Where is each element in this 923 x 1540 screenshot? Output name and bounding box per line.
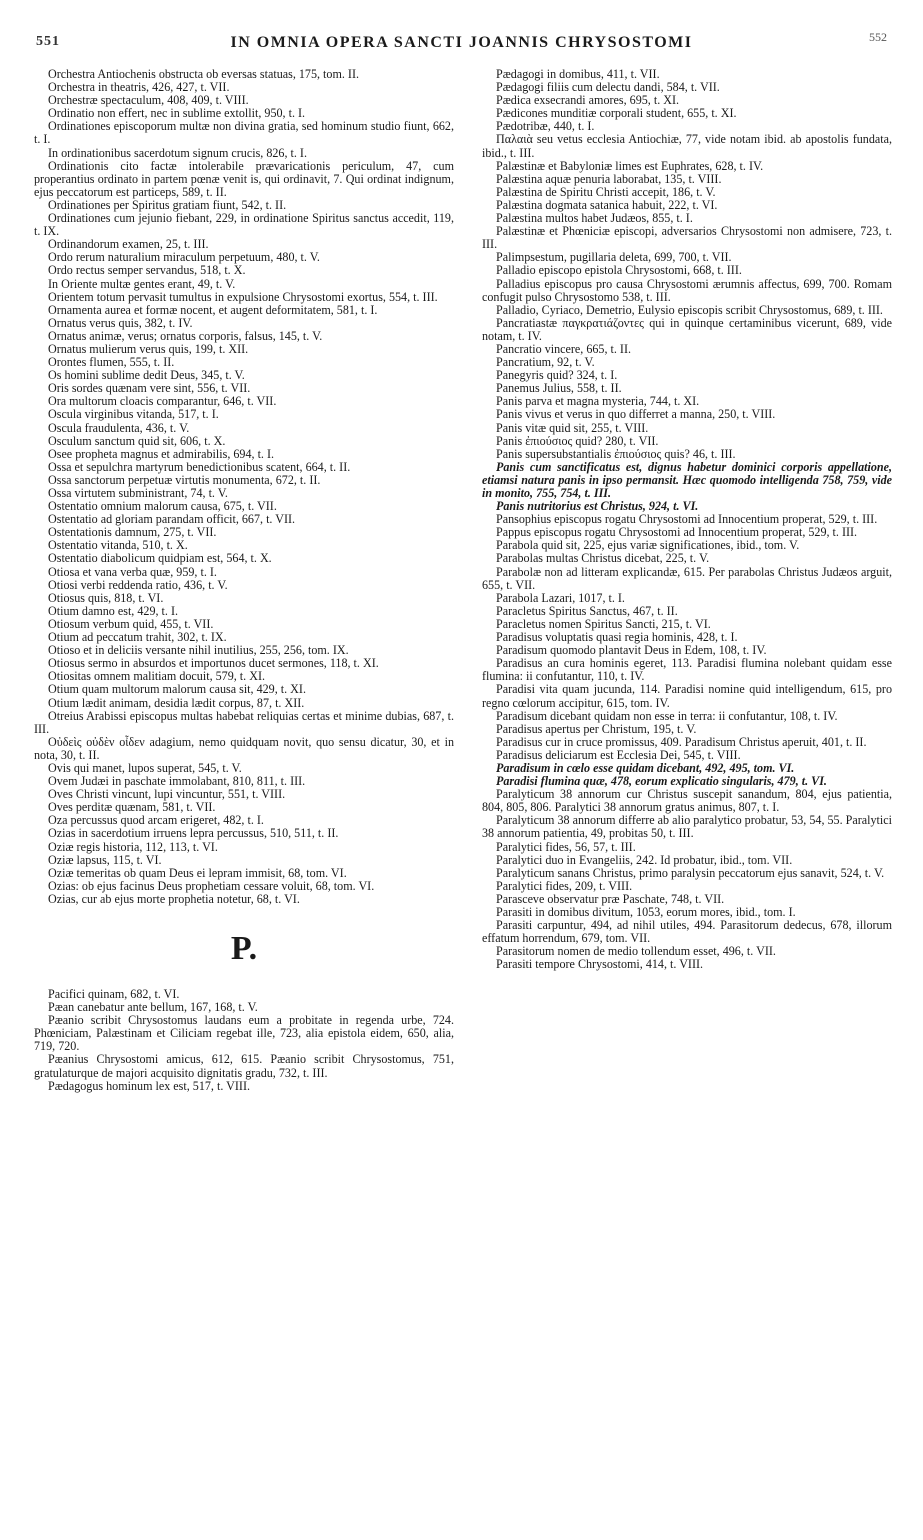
index-entry: Ornatus verus quis, 382, t. IV. [48,315,193,330]
index-entry: Ornamenta aurea et formæ nocent, et augent deformitatem, 581, t. I. [48,302,378,317]
index-entry: Pædica exsecrandi amores, 695, t. XI. [496,93,680,108]
index-entry: Pancratiastæ παγκρατιάζοντες qui in quinque certaminibus vicerunt, 689, vide notam, t. IV. [482,315,892,343]
index-entry: Otiosum verbum quid, 455, t. VII. [48,616,214,631]
index-entry: Paralyticum 38 annorum differre ab alio paralytico probatur, 53, 54, 55. Paralytici 38 annorum patientia, 49, probitas 50, t. III. [482,813,892,841]
index-entry: Pacifici quinam, 682, t. VI. [48,987,180,1001]
index-entry: Paradisus cur in cruce promissus, 409. Paradisum Christus aperuit, 401, t. II. [496,734,867,749]
index-entry: Otiositas omnem malitiam docuit, 579, t. XI. [48,669,265,684]
page-number: 551 [36,34,60,49]
index-entry: Pæan canebatur ante bellum, 167, 168, t. V. [48,1000,258,1015]
index-entry: Paradisus deliciarum est Ecclesia Dei, 545, t. VIII. [496,747,741,762]
index-entry: Paralyticum 38 annorum cur Christus suscepit sanandum, 804, ejus patientia, 804, 805, 806. Paralytici 38 annorum gratus animus, 807, t. I. [482,787,892,815]
index-entry: Pappus episcopus rogatu Chrysostomi ad Innocentium properat, 529, t. III. [496,525,858,540]
index-entry: Paradisi flumina quæ, 478, eorum explicatio singularis, 479, t. VI. [496,774,827,789]
index-entry: Ordinatio non effert, nec in sublime extollit, 950, t. I. [48,106,306,121]
index-entry: Osee propheta magnus et admirabilis, 694, t. I. [48,446,275,461]
index-entry: Orchestra in theatris, 426, 427, t. VII. [48,80,230,95]
index-entry: Ozias, cur ab ejus morte prophetia notetur, 68, t. VI. [48,891,300,906]
index-entry: Otiosus quis, 818, t. VI. [48,590,164,605]
index-entry: Paralytici fides, 56, 57, t. III. [496,839,636,854]
index-entry: In Oriente multæ gentes erant, 49, t. V. [48,276,236,291]
index-entry: Orientem totum pervasit tumultus in expulsione Chrysostomi exortus, 554, t. III. [48,289,438,304]
index-entry: Palæstina aquæ penuria laborabat, 135, t. VIII. [496,171,722,186]
index-entry: Palæstinæ et Phœniciæ episcopi, adversarios Chrysostomi non admisere, 723, t. III. [482,224,892,252]
index-entry: Palladio, Cyriaco, Demetrio, Eulysio episcopis scribit Chrysostomus, 689, t. III. [496,302,883,317]
index-entry: Os homini sublime dedit Deus, 345, t. V. [48,368,245,383]
index-entry: Palæstinæ et Babyloniæ limes est Euphrates, 628, t. IV. [496,158,764,173]
running-head: IN OMNIA OPERA SANCTI JOANNIS CHRYSOSTOMI [230,34,693,51]
index-entry: Paradisus apertus per Christum, 195, t. V. [496,721,697,736]
index-entry: Panis vivus et verus in quo differret a manna, 250, t. VIII. [496,407,776,422]
index-entry: Ozias in sacerdotium irruens lepra percussus, 510, 511, t. II. [48,826,339,841]
index-entry: Ossa virtutem subministrant, 74, t. V. [48,486,228,500]
index-entry: Paralytici fides, 209, t. VIII. [496,878,633,893]
index-entry: Parabola quid sit, 225, ejus variæ significationes, ibid., tom. V. [496,538,800,553]
index-entry: Oscula fraudulenta, 436, t. V. [48,420,190,435]
index-entry: Panis parva et magna mysteria, 744, t. XI. [496,394,700,409]
index-entry: Palæstina dogmata satanica habuit, 222, t. VI. [496,197,718,212]
index-entry: Parabolæ non ad litteram explicandæ, 615. Per parabolas Christus Judæos arguit, 655, t. VII. [482,564,892,592]
index-entry: In ordinationibus sacerdotum signum crucis, 826, t. I. [48,145,307,160]
index-entry: Paradisum dicebant quidam non esse in terra: ii confutantur, 108, t. IV. [496,708,838,723]
index-entry: Panis vitæ quid sit, 255, t. VIII. [496,420,649,435]
right-column [482,68,892,971]
index-entry: Ordo rerum naturalium miraculum perpetuum, 480, t. V. [48,250,320,265]
index-entry: Oza percussus quod arcam erigeret, 482, t. I. [48,813,264,828]
index-entry: Palladio episcopo epistola Chrysostomi, 668, t. III. [496,263,742,278]
index-entry: Orchestræ spectaculum, 408, 409, t. VIII. [48,93,249,108]
index-entry: Ovis qui manet, lupos superat, 545, t. V. [48,760,242,775]
index-entry: Parasitorum nomen de medio tollendum esset, 496, t. VII. [496,944,776,959]
index-entry: Otium quam multorum malorum causa sit, 429, t. XI. [48,682,306,697]
index-entry: Ovem Judæi in paschate immolabant, 810, 811, t. III. [48,774,306,789]
index-entry: Pædagogi in domibus, 411, t. VII. [496,67,660,81]
page-number-right: 552 [869,30,887,44]
index-entry: Ordinationis cito factæ intolerabile prævaricationis periculum, 47, cum properantius ordinato in partem pœnæ venit is, qui ordinavit, 7. Qui ordinat indignum, ejus peccatorum est particeps, 589, t. II. [34,158,454,199]
index-entry: Ostentatio omnium malorum causa, 675, t. VII. [48,499,277,514]
index-entry: Palæstina multos habet Judæos, 855, t. I. [496,211,693,226]
index-entry: Παλαιὰ seu vetus ecclesia Antiochiæ, 77, vide notam ibid. ab apostolis fundata, ibid., t. III. [482,132,892,160]
right-entries [482,68,892,971]
index-entry: Parasiti carpuntur, 494, ad nihil utiles, 494. Parasitorum dedecus, 678, illorum effatum horrendum, 679, tom. VII. [482,918,892,946]
index-entry: Otiosi verbi reddenda ratio, 436, t. V. [48,577,228,592]
index-entry: Pædagogi filiis cum delectu dandi, 584, t. VII. [496,80,720,95]
index-entry: Pæanius Chrysostomi amicus, 612, 615. Pæanio scribit Chrysostomus, 751, gratulaturque de majori acquisito dignitatis gradu, 732, t. III. [34,1052,454,1080]
index-entry: Otium ad peccatum trahit, 302, t. IX. [48,630,227,645]
index-entry: Pancratio vincere, 665, t. II. [496,341,631,356]
index-entry: Ornatus animæ, verus; ornatus corporis, falsus, 145, t. V. [48,328,323,343]
index-entry: Paradisum in cœlo esse quidam dicebant, 492, 495, tom. VI. [496,760,795,775]
index-entry: Parasiti in domibus divitum, 1053, eorum mores, ibid., tom. I. [496,905,796,919]
index-entry: Ordinandorum examen, 25, t. III. [48,237,209,252]
index-entry: Oris sordes quænam vere sint, 556, t. VII. [48,381,251,396]
index-entry: Ossa sanctorum perpetuæ virtutis monumenta, 672, t. II. [48,472,321,487]
index-entry: Ornatus mulierum verus quis, 199, t. XII. [48,341,249,356]
left-entries [34,68,454,906]
index-entry: Parabolas multas Christus dicebat, 225, t. V. [496,551,710,566]
index-entry: Paradisus voluptatis quasi regia hominis, 428, t. I. [496,630,738,645]
index-entry: Otreius Arabissi episcopus multas habebat reliquias certas et minime dubias, 687, t. III. [34,708,454,736]
index-entry: Paradisi vita quam jucunda, 114. Paradisi nomine quid intelligendum, 615, pro regno cœlorum accipitur, 615, tom. IV. [482,682,892,710]
index-entry: Ordinationes cum jejunio fiebant, 229, in ordinatione Spiritus sanctus accedit, 119, t. IX. [34,211,454,239]
index-entry: Ossa et sepulchra martyrum benedictionibus scatent, 664, t. II. [48,459,351,474]
index-entry: Ostentationis damnum, 275, t. VII. [48,525,217,540]
index-entry: Oziæ lapsus, 115, t. VI. [48,852,162,867]
index-entry: Oziæ regis historia, 112, 113, t. VI. [48,839,218,854]
index-entry: Orontes flumen, 555, t. II. [48,355,175,370]
index-entry: Pædagogus hominum lex est, 517, t. VIII. [48,1078,251,1093]
index-entry: Otium lædit animam, desidia lædit corpus, 87, t. XII. [48,695,305,710]
index-entry: Otioso et in deliciis versante nihil inutilius, 255, 256, tom. IX. [48,643,349,658]
index-entry: Ostentatio diabolicum quidpiam est, 564, t. X. [48,551,272,566]
index-entry: Panis ἐπιούσιος quid? 280, t. VII. [496,433,659,448]
left-column [34,68,454,1093]
section-letter-heading: P. [230,930,258,967]
index-entry: Orchestra Antiochenis obstructa ob eversas statuas, 175, tom. II. [48,67,360,81]
index-entry: Palimpsestum, pugillaria deleta, 699, 700, t. VII. [496,250,732,265]
index-entry: Oscula virginibus vitanda, 517, t. I. [48,407,219,422]
index-entry: Pæanio scribit Chrysostomus laudans eum a probitate in regenda urbe, 724. Phœniciam, Palæstinam et Ciliciam regebat ille, 723, alia epistola eidem, 650, alia, 719, 720. [34,1013,454,1054]
index-entry: Paradisus an cura hominis egeret, 113. Paradisi flumina nolebant quidam esse flumina: ii confutantur, 110, t. IV. [482,656,892,684]
index-entry: Pædicones munditiæ corporali student, 655, t. XI. [496,106,737,121]
index-entry: Panemus Julius, 558, t. II. [496,381,622,396]
index-entry: Paralyticum sanans Christus, primo paralysin peccatorum ejus sanavit, 524, t. V. [496,865,885,880]
index-entry: Pancratium, 92, t. V. [496,355,595,370]
index-entry: Parasceve observatur præ Paschate, 748, t. VII. [496,891,725,906]
index-entry: Paradisum quomodo plantavit Deus in Edem, 108, t. IV. [496,643,767,658]
index-entry: Otiosus sermo in absurdos et importunos ducet sermones, 118, t. XI. [48,656,379,671]
index-entry: Paracletus nomen Spiritus Sancti, 215, t. VI. [496,616,711,631]
index-entry: Paracletus Spiritus Sanctus, 467, t. II. [496,603,678,618]
left-entries-after [34,988,454,1093]
index-entry: Ostentatio vitanda, 510, t. X. [48,538,188,553]
index-entry: Otiosa et vana verba quæ, 959, t. I. [48,564,217,579]
index-entry: Ordo rectus semper servandus, 518, t. X. [48,263,246,278]
index-entry: Ora multorum cloacis comparantur, 646, t. VII. [48,394,277,409]
index-entry: Palæstina de Spiritu Christi accepit, 186, t. V. [496,184,716,199]
index-entry: Oves perditæ quænam, 581, t. VII. [48,800,216,815]
index-entry: Panis supersubstantialis ἐπιούσιος quis? 46, t. III. [496,446,736,461]
index-entry: Ozias: ob ejus facinus Deus prophetiam cessare voluit, 68, tom. VI. [48,878,375,893]
index-entry: Osculum sanctum quid sit, 606, t. X. [48,433,226,448]
index-entry: Oves Christi vincunt, lupi vincuntur, 551, t. VIII. [48,787,286,802]
index-entry: Panegyris quid? 324, t. I. [496,368,618,383]
index-entry: Panis cum sanctificatus est, dignus habetur dominici corporis appellatione, etiamsi natura panis in ipso permansit. Hæc quomodo intelligenda 758, 759, vide in monito, 755, 754, t. III. [482,459,892,500]
index-entry: Oziæ temeritas ob quam Deus ei lepram immisit, 68, tom. VI. [48,865,347,880]
index-entry: Parabola Lazari, 1017, t. I. [496,590,625,605]
index-entry: Paralytici duo in Evangeliis, 242. Id probatur, ibid., tom. VII. [496,852,793,867]
index-entry: Palladius episcopus pro causa Chrysostomi ærumnis affectus, 699, 700. Romam confugit pulso Chrysostomo 538, t. III. [482,276,892,304]
index-entry: Otium damno est, 429, t. I. [48,603,178,618]
index-entry: Parasiti tempore Chrysostomi, 414, t. VIII. [496,957,704,972]
index-entry: Pansophius episcopus rogatu Chrysostomi ad Innocentium properat, 529, t. III. [496,512,878,527]
index-entry: Ordinationes per Spiritus gratiam fiunt, 542, t. II. [48,197,287,212]
index-entry: Ordinationes episcoporum multæ non divina gratia, sed hominum studio fiunt, 662, t. I. [34,119,454,147]
index-entry: Ostentatio ad gloriam parandam officit, 667, t. VII. [48,512,296,527]
index-entry: Panis nutritorius est Christus, 924, t. VI. [496,499,699,514]
index-entry: Οὐδεὶς οὐδὲν οἶδεν adagium, nemo quidquam novit, quo sensu dicatur, 30, et in nota, 30, t. II. [34,734,454,762]
index-entry: Pædotribæ, 440, t. I. [496,119,595,134]
